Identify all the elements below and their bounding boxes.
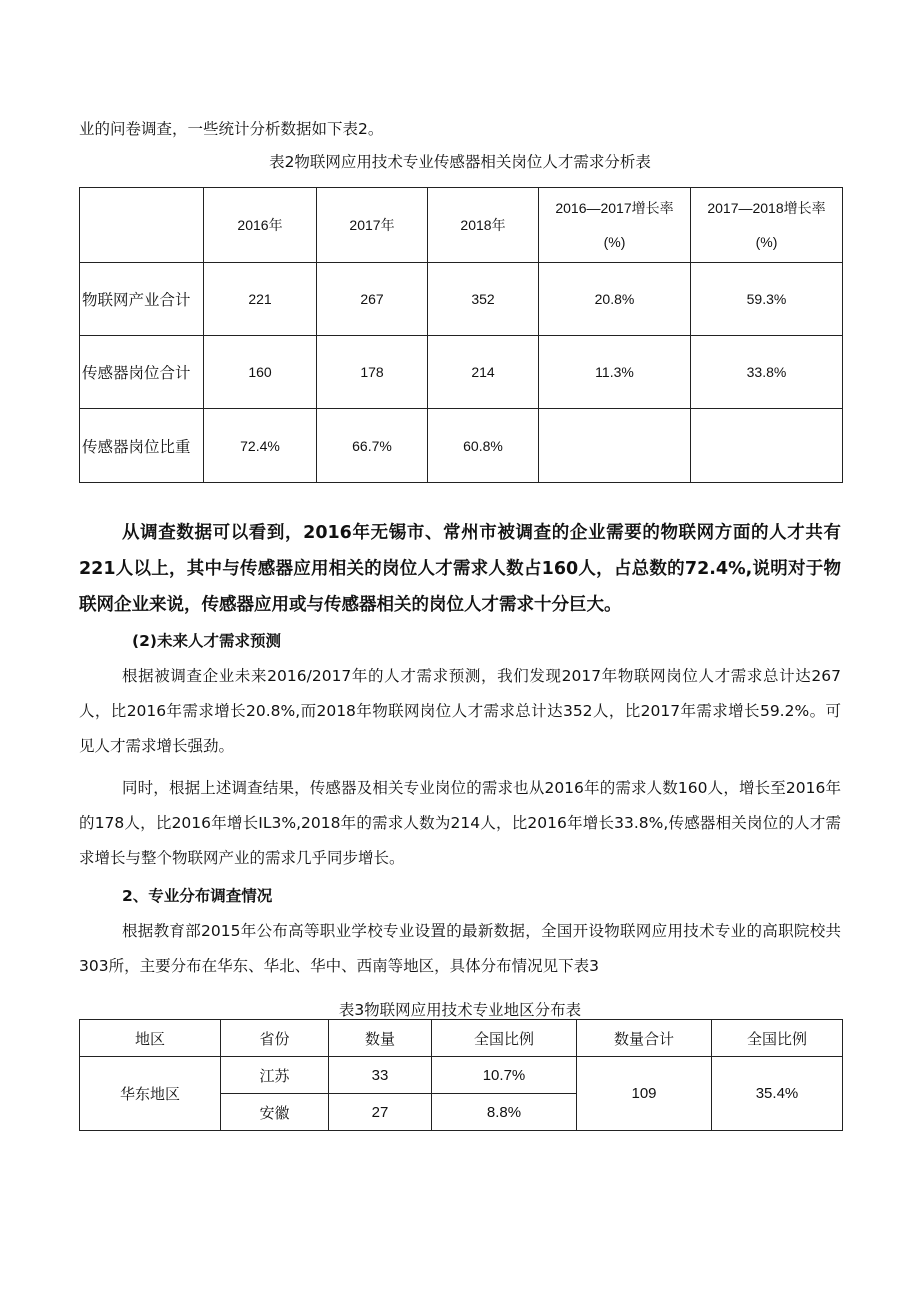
table-cell: 72.4% (204, 409, 317, 483)
table2-header-cell: 2016—2017增长率(%) (539, 188, 691, 263)
ratio-cell: 10.7% (432, 1057, 577, 1094)
row-label: 传感器岗位比重 (80, 409, 204, 483)
table2-demand-analysis (79, 187, 843, 483)
table2-header-cell: 2017年 (317, 188, 428, 263)
table-cell: 20.8% (539, 263, 691, 336)
row-label: 物联网产业合计 (80, 263, 204, 336)
table2-header-cell: 2017—2018增长率(%) (691, 188, 843, 263)
section2-heading: 2、专业分布调查情况 (122, 887, 273, 905)
table-cell (539, 409, 691, 483)
province-cell: 安徽 (221, 1094, 329, 1131)
count-cell: 33 (329, 1057, 432, 1094)
subheading-forecast: (2)未来人才需求预测 (132, 632, 281, 650)
table3-header-cell: 全国比例 (712, 1020, 843, 1057)
table-cell: 178 (317, 336, 428, 409)
sensor-paragraph: 同时，根据上述调查结果，传感器及相关专业岗位的需求也从2016年的需求人数160人，增长至2016年的178人，比2016年增长IL3%,2018年的需求人数为214人，比2016年增长33.8%,传感器相关岗位的人才需求增长与整个物联网产业的需求几乎同步增长。 (79, 779, 841, 867)
count-cell: 27 (329, 1094, 432, 1131)
table3-header-cell: 省份 (221, 1020, 329, 1057)
table3-header-cell: 全国比例 (432, 1020, 577, 1057)
table-cell: 59.3% (691, 263, 843, 336)
table-cell: 33.8% (691, 336, 843, 409)
table-cell: 60.8% (428, 409, 539, 483)
table2-header-row (80, 188, 843, 263)
table2-header-cell (80, 188, 204, 263)
total-count-cell: 109 (577, 1057, 712, 1131)
distribution-paragraph: 根据教育部2015年公布高等职业学校专业设置的最新数据，全国开设物联网应用技术专业的高职院校共303所，主要分布在华东、华北、华中、西南等地区，具体分布情况见下表3 (79, 922, 841, 975)
table-cell: 221 (204, 263, 317, 336)
bold-summary-paragraph: 从调查数据可以看到，2016年无锡市、常州市被调查的企业需要的物联网方面的人才共有221人以上，其中与传感器应用相关的岗位人才需求人数占160人，占总数的72.4%,说明对于物联网企业来说，传感器应用或与传感器相关的岗位人才需求十分巨大。 (79, 523, 841, 615)
ratio-cell: 8.8% (432, 1094, 577, 1131)
province-cell: 江苏 (221, 1057, 329, 1094)
table-cell (691, 409, 843, 483)
intro-line: 业的问卷调查，一些统计分析数据如下表2。 (79, 120, 384, 138)
table3-region-distribution (79, 1019, 843, 1131)
table3-caption: 表3物联网应用技术专业地区分布表 (338, 1001, 582, 1019)
row-label: 传感器岗位合计 (80, 336, 204, 409)
table-cell: 267 (317, 263, 428, 336)
table-cell: 352 (428, 263, 539, 336)
table-row (80, 409, 843, 483)
table3-header-cell: 地区 (80, 1020, 221, 1057)
table-row (80, 1057, 843, 1094)
table3-header-row (80, 1020, 843, 1057)
table-cell: 11.3% (539, 336, 691, 409)
table3-header-cell: 数量合计 (577, 1020, 712, 1057)
total-ratio-cell: 35.4% (712, 1057, 843, 1131)
table-row (80, 336, 843, 409)
table2-header-cell: 2018年 (428, 188, 539, 263)
table-cell: 160 (204, 336, 317, 409)
table2-caption: 表2物联网应用技术专业传感器相关岗位人才需求分析表 (269, 153, 651, 171)
region-cell: 华东地区 (80, 1057, 221, 1131)
table3-header-cell: 数量 (329, 1020, 432, 1057)
table-cell: 214 (428, 336, 539, 409)
table2-header-cell: 2016年 (204, 188, 317, 263)
table-row (80, 263, 843, 336)
forecast-paragraph: 根据被调查企业未来2016/2017年的人才需求预测，我们发现2017年物联网岗位人才需求总计达267人，比2016年需求增长20.8%,而2018年物联网岗位人才需求总计达352人，比2017年需求增长59.2%。可见人才需求增长强劲。 (79, 667, 841, 755)
table-cell: 66.7% (317, 409, 428, 483)
